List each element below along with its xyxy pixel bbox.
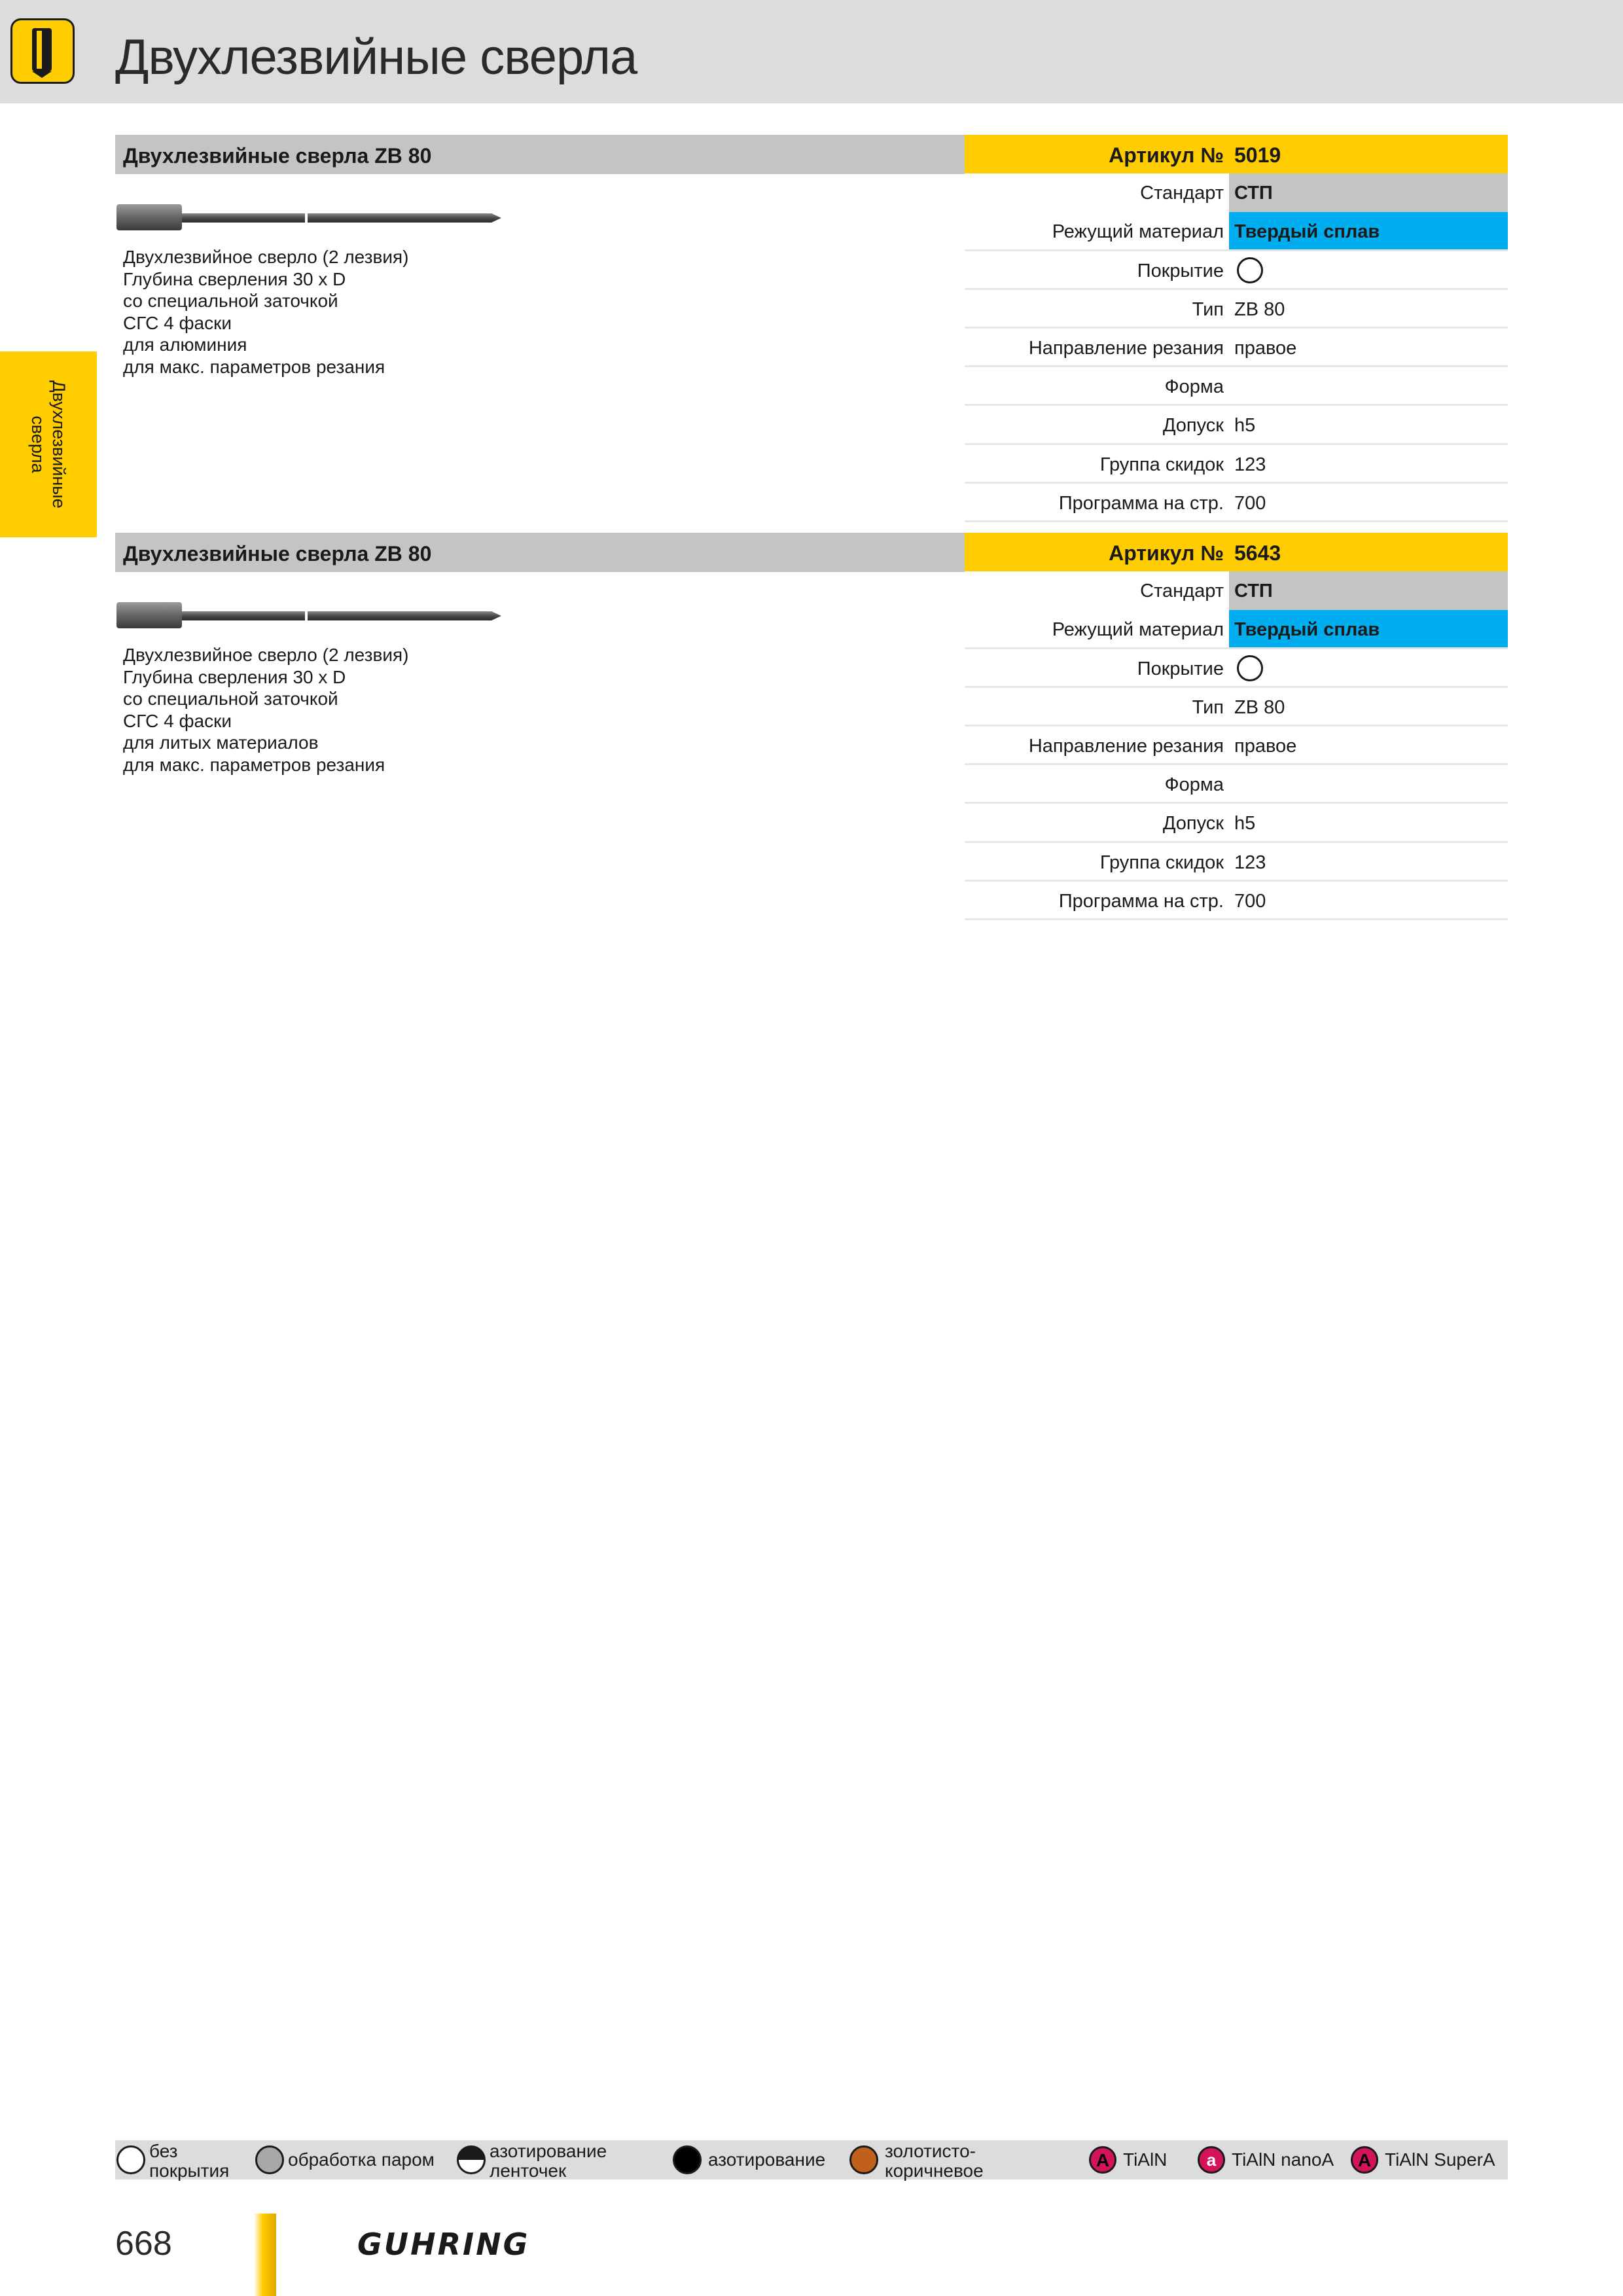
coating-legend: без покрытия обработка паром азотирование ленточек азотирование золотисто- коричневое A TiAlN a TiAlN nanoA A TiAlN SuperA bbox=[115, 2140, 1508, 2179]
spec-row-tolerance: Допуск h5 bbox=[965, 804, 1508, 842]
steam-coating-icon bbox=[255, 2145, 284, 2174]
product-title: Двухлезвийные сверла ZB 80 bbox=[123, 144, 432, 168]
tialn-nano-badge-icon: a bbox=[1198, 2146, 1225, 2174]
tialn-super-badge-icon: A bbox=[1351, 2146, 1378, 2174]
product-description: Двухлезвийное сверло (2 лезвия) Глубина сверления 30 x D со специальной заточкой СГС 4 фаски для алюминия для макс. параметров резания bbox=[123, 247, 409, 377]
spec-row-tolerance: Допуск h5 bbox=[965, 406, 1508, 444]
spec-row-coating: Покрытие bbox=[965, 649, 1508, 688]
product-title-bar bbox=[115, 533, 965, 572]
product-block bbox=[115, 533, 1508, 925]
spec-row-standard: Стандарт СТП bbox=[965, 173, 1508, 212]
spec-row-form: Форма bbox=[965, 765, 1508, 804]
product-title-bar bbox=[115, 135, 965, 174]
product-description: Двухлезвийное сверло (2 лезвия) Глубина сверления 30 x D со специальной заточкой СГС 4 фаски для литых материалов для макс. параметров резания bbox=[123, 645, 409, 775]
no-coating-icon bbox=[116, 2145, 145, 2174]
drill-image bbox=[115, 198, 508, 237]
spec-row-direction: Направление резания правое bbox=[965, 726, 1508, 765]
spec-table bbox=[965, 533, 1508, 920]
article-number: 5019 bbox=[1234, 143, 1281, 167]
side-tab[interactable] bbox=[0, 351, 97, 537]
spec-row-discount: Группа скидок 123 bbox=[965, 445, 1508, 484]
spec-row-material: Режущий материал Твердый сплав bbox=[965, 212, 1508, 251]
half-nitride-icon bbox=[457, 2145, 486, 2174]
page-number: 668 bbox=[115, 2225, 172, 2263]
spec-row-coating: Покрытие bbox=[965, 251, 1508, 290]
no-coating-icon bbox=[1237, 655, 1263, 681]
side-tab-label: Двухлезвийные сверла bbox=[28, 380, 69, 509]
spec-row-article: Артикул № 5019 bbox=[965, 135, 1508, 173]
nitride-icon bbox=[673, 2145, 702, 2174]
spec-row-discount: Группа скидок 123 bbox=[965, 843, 1508, 882]
page-title: Двухлезвийные сверла bbox=[115, 29, 637, 85]
drill-image bbox=[115, 596, 508, 635]
spec-row-type: Тип ZB 80 bbox=[965, 290, 1508, 329]
no-coating-icon bbox=[1237, 257, 1263, 283]
footer-accent-bar bbox=[254, 2214, 276, 2296]
tialn-badge-icon: A bbox=[1089, 2146, 1116, 2174]
product-block bbox=[115, 135, 1508, 528]
spec-row-form: Форма bbox=[965, 367, 1508, 406]
program-page-link[interactable]: 700 bbox=[1234, 890, 1266, 912]
article-number: 5643 bbox=[1234, 541, 1281, 565]
program-page-link[interactable]: 700 bbox=[1234, 492, 1266, 514]
product-title: Двухлезвийные сверла ZB 80 bbox=[123, 542, 432, 565]
spec-row-direction: Направление резания правое bbox=[965, 329, 1508, 367]
drill-icon bbox=[10, 18, 75, 84]
spec-row-material: Режущий материал Твердый сплав bbox=[965, 610, 1508, 649]
spec-row-standard: Стандарт СТП bbox=[965, 571, 1508, 610]
brand-logo: GUHRING bbox=[357, 2227, 530, 2262]
gold-coating-icon bbox=[849, 2145, 878, 2174]
spec-row-program: Программа на стр. 700 bbox=[965, 882, 1508, 920]
spec-row-program: Программа на стр. 700 bbox=[965, 484, 1508, 522]
spec-row-type: Тип ZB 80 bbox=[965, 688, 1508, 726]
spec-table bbox=[965, 135, 1508, 522]
spec-row-article: Артикул № 5643 bbox=[965, 533, 1508, 571]
